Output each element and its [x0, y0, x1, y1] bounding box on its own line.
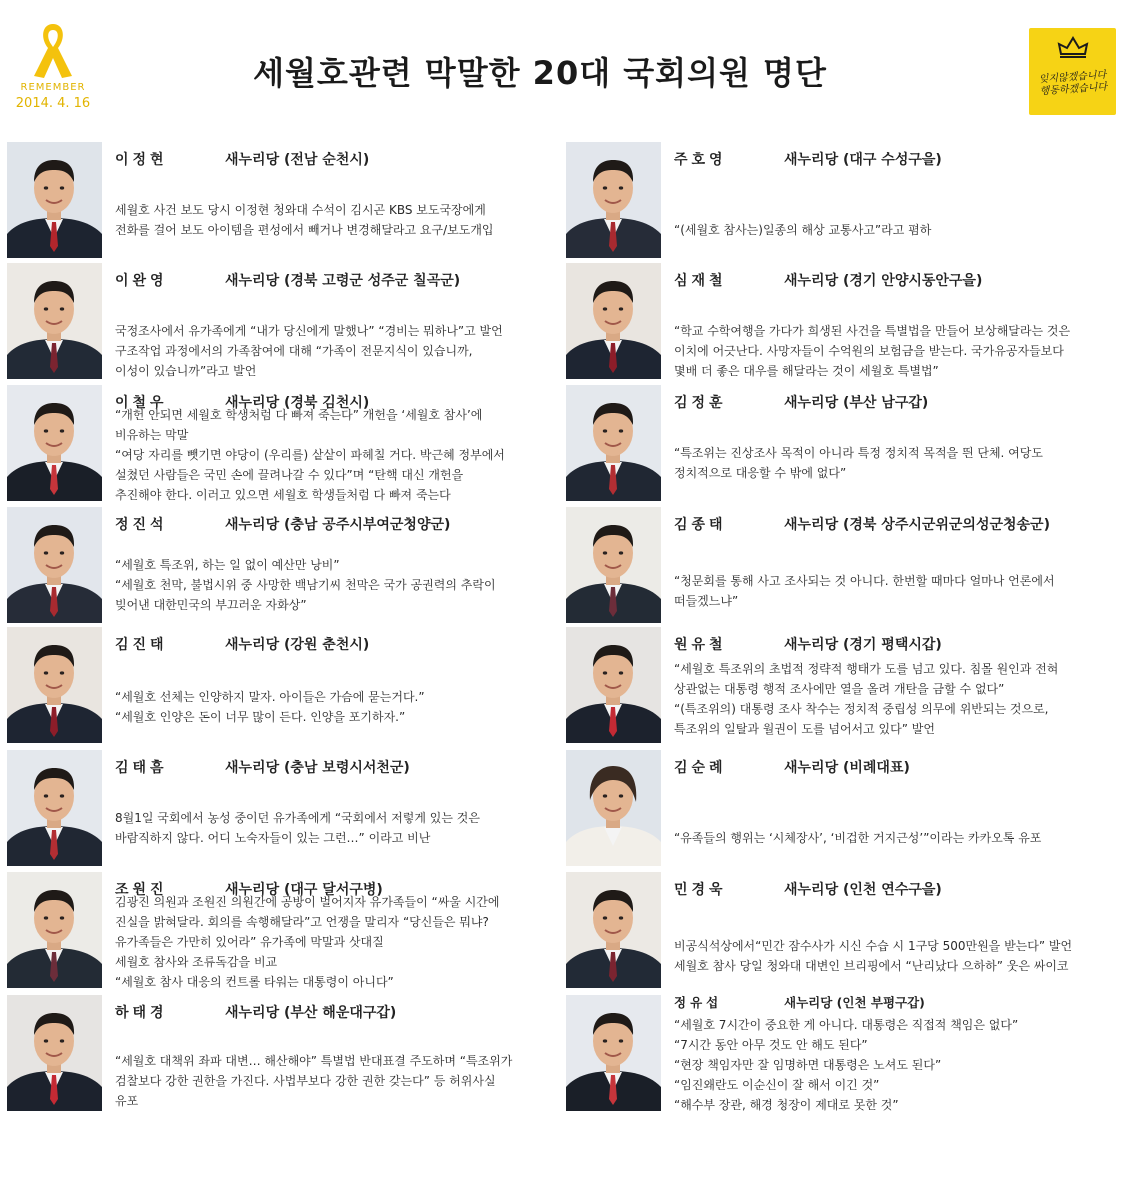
remark-block: [115, 1051, 555, 1111]
remark-block: [115, 405, 555, 505]
portrait-image: [566, 872, 661, 988]
politician-name: 김정훈: [674, 395, 727, 411]
politician-name: 원유철: [674, 637, 727, 653]
crown-icon: [1057, 36, 1089, 58]
portrait-image: [566, 142, 661, 258]
politician-photo: [7, 995, 102, 1111]
politician-entry: [7, 261, 567, 381]
politician-entry: [566, 748, 1126, 868]
remark-line: “세월호 천막, 불법시위 중 사망한 백남기씨 천막은 국가 공권력의 추락이: [115, 578, 496, 592]
logo-line-1: 잊지않겠습니다: [1038, 69, 1107, 86]
party-district: 새누리당 (충남 보령시서천군): [225, 760, 410, 776]
party-district: 새누리당 (충남 공주시부여군청양군): [225, 517, 451, 533]
remark-line: “세월호 선체는 인양하지 말자. 아이들은 가슴에 묻는거다.”: [115, 690, 425, 704]
politician-entry: [566, 140, 1126, 260]
politician-entry: [7, 505, 567, 625]
politician-photo: [7, 142, 102, 258]
portrait-image: [7, 750, 102, 866]
party-district: 새누리당 (대구 수성구을): [784, 152, 942, 168]
party-district: 새누리당 (부산 남구갑): [784, 395, 929, 411]
politician-name: 이철우: [115, 395, 168, 411]
page-title: 세월호관련 막말한 20대 국회의원 명단: [253, 54, 827, 92]
remark-line: 세월호 사건 보도 당시 이정현 청와대 수석이 김시곤 KBS 보도국장에게: [115, 203, 486, 217]
portrait-image: [566, 995, 661, 1111]
portrait-image: [7, 263, 102, 379]
remark-block: [115, 321, 555, 381]
party-district: 새누리당 (부산 해운대구갑): [225, 1005, 397, 1021]
portrait-image: [7, 627, 102, 743]
yellow-logo-badge: [1029, 28, 1116, 115]
politician-entry: [7, 870, 567, 990]
politician-entry: [566, 993, 1126, 1113]
remark-line: “유족들의 행위는 ‘시체장사’, ‘비겁한 거지근성’”이라는 카카오톡 유포: [674, 831, 1042, 845]
party-district: 새누리당 (전남 순천시): [225, 152, 370, 168]
remark-line: “세월호 대책위 좌파 대변… 해산해야” 특별법 반대표결 주도하며 “특조위가: [115, 1054, 513, 1068]
remark-line: 정치적으로 대응할 수 밖에 없다”: [674, 466, 847, 480]
remember-date: 2014. 4. 16: [15, 96, 91, 111]
politician-photo: [566, 263, 661, 379]
politician-entry: [7, 993, 567, 1113]
remark-block: [674, 443, 1114, 483]
politician-name: 김진태: [115, 637, 168, 653]
remark-block: [115, 200, 555, 240]
party-district: 새누리당 (경북 고령군 성주군 칠곡군): [225, 273, 461, 289]
remark-block: [115, 555, 555, 615]
remark-line: 이치에 어긋난다. 사망자들이 수억원의 보험금을 받는다. 국가유공자들보다: [674, 344, 1064, 358]
politician-name: 정진석: [115, 517, 168, 533]
remark-line: 세월호 참사 당일 청와대 대변인 브리핑에서 “난리났다 으하하” 웃은 싸이코: [674, 959, 1069, 973]
portrait-image: [7, 142, 102, 258]
politician-entry: [566, 261, 1126, 381]
politician-name: 주호영: [674, 152, 727, 168]
remark-line: “임진왜란도 이순신이 잘 해서 이긴 것”: [674, 1078, 880, 1092]
politician-photo: [566, 142, 661, 258]
remark-line: “현장 책임자만 잘 임명하면 대통령은 노셔도 된다”: [674, 1058, 942, 1072]
remark-block: [674, 220, 1114, 240]
logo-line-2: 행동하겠습니다: [1039, 81, 1108, 98]
remark-line: “세월호 특조위의 초법적 정략적 행태가 도를 넘고 있다. 침몰 원인과 전혀: [674, 662, 1059, 676]
politician-photo: [566, 750, 661, 866]
remark-line: 빚어낸 대한민국의 부끄러운 자화상”: [115, 598, 307, 612]
remark-line: “(세월호 참사는)일종의 해상 교통사고”라고 폄하: [674, 223, 932, 237]
portrait-image: [566, 750, 661, 866]
portrait-image: [566, 627, 661, 743]
remark-block: [674, 828, 1114, 848]
politician-photo: [7, 750, 102, 866]
politician-name: 김순례: [674, 760, 727, 776]
party-district: 새누리당 (경북 상주시군위군의성군청송군): [784, 517, 1050, 533]
politician-entry: [566, 625, 1126, 745]
remark-line: “세월호 인양은 돈이 너무 많이 든다. 인양을 포기하자.”: [115, 710, 406, 724]
remark-line: “개헌 안되면 세월호 학생처럼 다 빠져 죽는다” 개헌을 ‘세월호 참사’에: [115, 408, 483, 422]
portrait-image: [566, 507, 661, 623]
party-district: 새누리당 (경기 평택시갑): [784, 637, 942, 653]
party-district: 새누리당 (강원 춘천시): [225, 637, 370, 653]
party-district: 새누리당 (비례대표): [784, 760, 910, 776]
remark-line: 바람직하지 않다. 어디 노숙자들이 있는 그런…” 이라고 비난: [115, 831, 431, 845]
politician-photo: [7, 385, 102, 501]
party-district: 새누리당 (인천 연수구을): [784, 882, 942, 898]
politician-photo: [566, 627, 661, 743]
remark-line: 이성이 있습니까”라고 발언: [115, 364, 257, 378]
remark-line: 특조위의 일탈과 월권이 도를 넘어서고 있다” 발언: [674, 722, 935, 736]
remember-label: REMEMBER: [20, 82, 86, 93]
remark-line: 유포: [115, 1094, 139, 1108]
politician-photo: [566, 507, 661, 623]
remark-line: 상관없는 대통령 행적 조사에만 열을 올려 개탄을 금할 수 없다”: [674, 682, 1005, 696]
remark-block: [674, 571, 1114, 611]
remark-line: 떠들겠느냐”: [674, 594, 739, 608]
remark-line: 검찰보다 강한 권한을 가진다. 사법부보다 강한 권한 갖는다” 등 허위사실: [115, 1074, 496, 1088]
politician-name: 김종태: [674, 517, 727, 533]
remark-line: “세월호 특조위, 하는 일 없이 예산만 낭비”: [115, 558, 340, 572]
page-header: [0, 0, 1146, 135]
remark-line: 8월1일 국회에서 농성 중이던 유가족에게 “국회에서 저렇게 있는 것은: [115, 811, 480, 825]
remark-line: 세월호 참사와 조류독감을 비교: [115, 955, 278, 969]
remark-line: 전화를 걸어 보도 아이템을 편성에서 빼거나 변경해달라고 요구/보도개입: [115, 223, 494, 237]
remark-line: 진실을 밝혀달라. 회의를 속행해달라”고 언쟁을 말리자 “당신들은 뭐냐?: [115, 915, 489, 929]
remark-line: “세월호 참사 대응의 컨트롤 타워는 대통령이 아니다”: [115, 975, 394, 989]
politician-photo: [566, 872, 661, 988]
politician-entry: [7, 625, 567, 745]
remark-line: “7시간 동안 아무 것도 안 해도 된다”: [674, 1038, 868, 1052]
politician-photo: [7, 263, 102, 379]
politician-name: 정유섭: [674, 995, 723, 1010]
party-district: 새누리당 (인천 부평구갑): [784, 995, 925, 1010]
remark-block: [674, 659, 1114, 739]
politician-entry: [7, 383, 567, 503]
yellow-ribbon-icon: [26, 20, 80, 80]
politician-entry: [7, 748, 567, 868]
remark-block: [674, 321, 1114, 381]
politician-entry: [7, 140, 567, 260]
politician-photo: [7, 507, 102, 623]
logo-handwriting: [1032, 69, 1113, 99]
remark-line: “세월호 7시간이 중요한 게 아니다. 대통령은 직접적 책임은 없다”: [674, 1018, 1019, 1032]
portrait-image: [7, 507, 102, 623]
remark-line: 김광진 의원과 조원진 의원간에 공방이 벌어지자 유가족들이 “싸울 시간에: [115, 895, 500, 909]
remark-block: [115, 687, 555, 727]
remark-block: [115, 892, 555, 992]
politician-name: 하태경: [115, 1005, 168, 1021]
politician-name: 심재철: [674, 273, 727, 289]
politician-name: 이완영: [115, 273, 168, 289]
politician-photo: [566, 995, 661, 1111]
portrait-image: [566, 263, 661, 379]
party-district: 새누리당 (대구 달서구병): [225, 882, 383, 898]
remark-line: “(특조위의) 대통령 조사 착수는 정치적 중립성 의무에 위반되는 것으로,: [674, 702, 1049, 716]
remark-line: 국정조사에서 유가족에게 “내가 당신에게 말했나” “경비는 뭐하나”고 발언: [115, 324, 503, 338]
remark-line: “해수부 장관, 해경 청장이 제대로 못한 것”: [674, 1098, 899, 1112]
portrait-image: [7, 872, 102, 988]
remark-line: “여당 자리를 뺏기면 야당이 (우리를) 샅샅이 파헤칠 거다. 박근혜 정부에서: [115, 448, 505, 462]
politician-photo: [7, 872, 102, 988]
politician-photo: [7, 627, 102, 743]
remark-line: 구조작업 과정에서의 가족참여에 대해 “가족이 전문지식이 있습니까,: [115, 344, 473, 358]
politician-photo: [566, 385, 661, 501]
portrait-image: [7, 995, 102, 1111]
remark-line: 비공식석상에서“민간 잠수사가 시신 수습 시 1구당 500만원을 받는다” 발언: [674, 939, 1073, 953]
politician-entry: [566, 383, 1126, 503]
remark-line: 비유하는 막말: [115, 428, 189, 442]
politician-entry: [566, 870, 1126, 990]
politician-name: 조원진: [115, 882, 168, 898]
remark-line: “특조위는 진상조사 목적이 아니라 특정 정치적 목적을 띈 단체. 여당도: [674, 446, 1043, 460]
remark-line: 유가족들은 가만히 있어라” 유가족에 막말과 삿대질: [115, 935, 384, 949]
politician-entry: [566, 505, 1126, 625]
remark-block: [674, 1015, 1114, 1115]
politician-name: 김태흠: [115, 760, 168, 776]
remark-block: [115, 808, 555, 848]
politician-name: 이정현: [115, 152, 168, 168]
remark-line: “학교 수학여행을 가다가 희생된 사건을 특별법을 만들어 보상해달라는 것은: [674, 324, 1071, 338]
party-district: 새누리당 (경북 김천시): [225, 395, 370, 411]
remark-line: 추진해야 한다. 이러고 있으면 세월호 학생들처럼 다 빠져 죽는다: [115, 488, 451, 502]
portrait-image: [566, 385, 661, 501]
party-district: 새누리당 (경기 안양시동안구을): [784, 273, 983, 289]
remark-line: “청문회를 통해 사고 조사되는 것 아니다. 한번할 때마다 얼마나 언론에서: [674, 574, 1055, 588]
portrait-image: [7, 385, 102, 501]
politician-name: 민경욱: [674, 882, 727, 898]
remark-line: 몇배 더 좋은 대우를 해달라는 것이 세월호 특별법”: [674, 364, 939, 378]
remark-block: [674, 936, 1114, 976]
remark-line: 설쳤던 사람들은 국민 손에 끌려나갈 수 있다”며 “탄핵 대신 개헌을: [115, 468, 464, 482]
